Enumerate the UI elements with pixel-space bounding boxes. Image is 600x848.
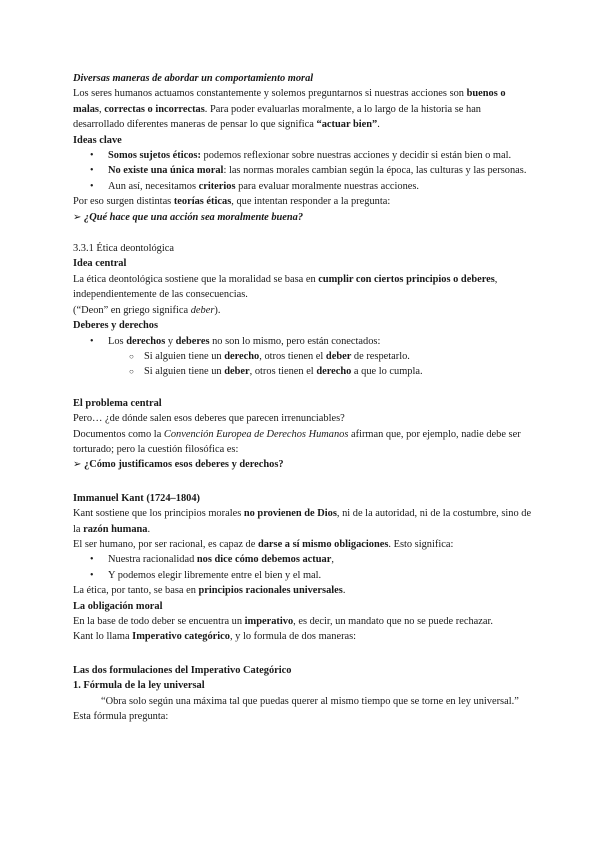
formula-ley-universal-heading: 1. Fórmula de la ley universal	[73, 680, 205, 692]
intro-paragraph: Los seres humanos actuamos constantemente y solemos preguntarnos si nuestras acciones son buenos o malas, correctas o incorrectas. Para poder evaluarlas moralmente, a lo largo de la historia se han desarrollado diferentes maneras de pensar lo que significa “actuar bien”.	[73, 88, 506, 131]
list-item: • Nuestra racionalidad nos dice cómo debemos actuar,	[73, 552, 533, 567]
obligacion-paragraph-2: Kant lo llama Imperativo categórico, y lo formula de dos maneras:	[73, 631, 357, 643]
problema-central-heading: El problema central	[73, 397, 162, 409]
kant-heading: Immanuel Kant (1724–1804)	[73, 492, 200, 504]
list-item: • Aun así, necesitamos criterios para evaluar moralmente nuestras acciones.	[73, 179, 533, 194]
kant-paragraph-3: La ética, por tanto, se basa en principios racionales universales.	[73, 585, 346, 597]
list-item: • No existe una única moral: las normas morales cambian según la época, las culturas y las personas.	[73, 163, 533, 178]
list-item: • Los derechos y deberes no son lo mismo, pero están conectados:	[73, 334, 533, 349]
kant-paragraph-1: Kant sostiene que los principios morales no provienen de Dios, ni de la autoridad, ni de la costumbre, sino de la razón humana.	[73, 508, 532, 535]
deon-note: (“Deon” en griego significa deber).	[73, 304, 221, 316]
formulaciones-heading: Las dos formulaciones del Imperativo Categórico	[73, 664, 292, 676]
deberes-derechos-heading: Deberes y derechos	[73, 320, 159, 332]
ideas-clave-list	[73, 148, 533, 194]
kant-paragraph-2: El ser humano, por ser racional, es capaz de darse a sí mismo obligaciones. Esto significa:	[73, 538, 454, 550]
idea-central-heading: Idea central	[73, 258, 127, 270]
arrow-icon: ➢	[73, 211, 82, 223]
justification-question: ➢ ¿Cómo justificamos esos deberes y derechos?	[73, 459, 284, 471]
list-subitem: ○ Si alguien tiene un derecho, otros tienen el deber de respetarlo.	[73, 349, 533, 364]
problema-paragraph-2: Documentos como la Convención Europea de Derechos Humanos afirman que, por ejemplo, nadie debe ser torturado; pero la cuestión filosófica es:	[73, 428, 521, 455]
obligacion-heading: La obligación moral	[73, 600, 163, 612]
kant-quote: “Obra solo según una máxima tal que puedas querer al mismo tiempo que se torne en ley universal.”	[101, 695, 519, 707]
obligacion-paragraph-1: En la base de todo deber se encuentra un imperativo, es decir, un mandato que no se puede rechazar.	[73, 616, 493, 627]
list-subitem: ○ Si alguien tiene un deber, otros tienen el derecho a que lo cumpla.	[73, 364, 533, 379]
key-question: ➢ ¿Qué hace que una acción sea moralmente buena?	[73, 211, 304, 223]
problema-paragraph-1: Pero… ¿de dónde salen esos deberes que parecen irrenunciables?	[73, 413, 345, 425]
kant-list	[73, 552, 533, 583]
deberes-derechos-list	[73, 334, 533, 380]
idea-central-paragraph: La ética deontológica sostiene que la moralidad se basa en cumplir con ciertos principios o deberes, independientemente de las consecuencias.	[73, 273, 498, 301]
section-title-maneras: Diversas maneras de abordar un comportamiento moral	[73, 73, 314, 84]
formula-paragraph: Esta fórmula pregunta:	[73, 711, 169, 723]
document-content	[73, 71, 533, 724]
teorias-paragraph: Por eso surgen distintas teorías éticas, que intentan responder a la pregunta:	[73, 196, 391, 208]
ideas-clave-heading: Ideas clave	[73, 134, 122, 146]
section-title-deontologica: 3.3.1 Ética deontológica	[73, 243, 174, 255]
list-item: • Somos sujetos éticos: podemos reflexionar sobre nuestras acciones y decidir si están bien o mal.	[73, 148, 533, 163]
arrow-icon: ➢	[73, 459, 82, 471]
list-item: • Y podemos elegir libremente entre el bien y el mal.	[73, 568, 533, 583]
